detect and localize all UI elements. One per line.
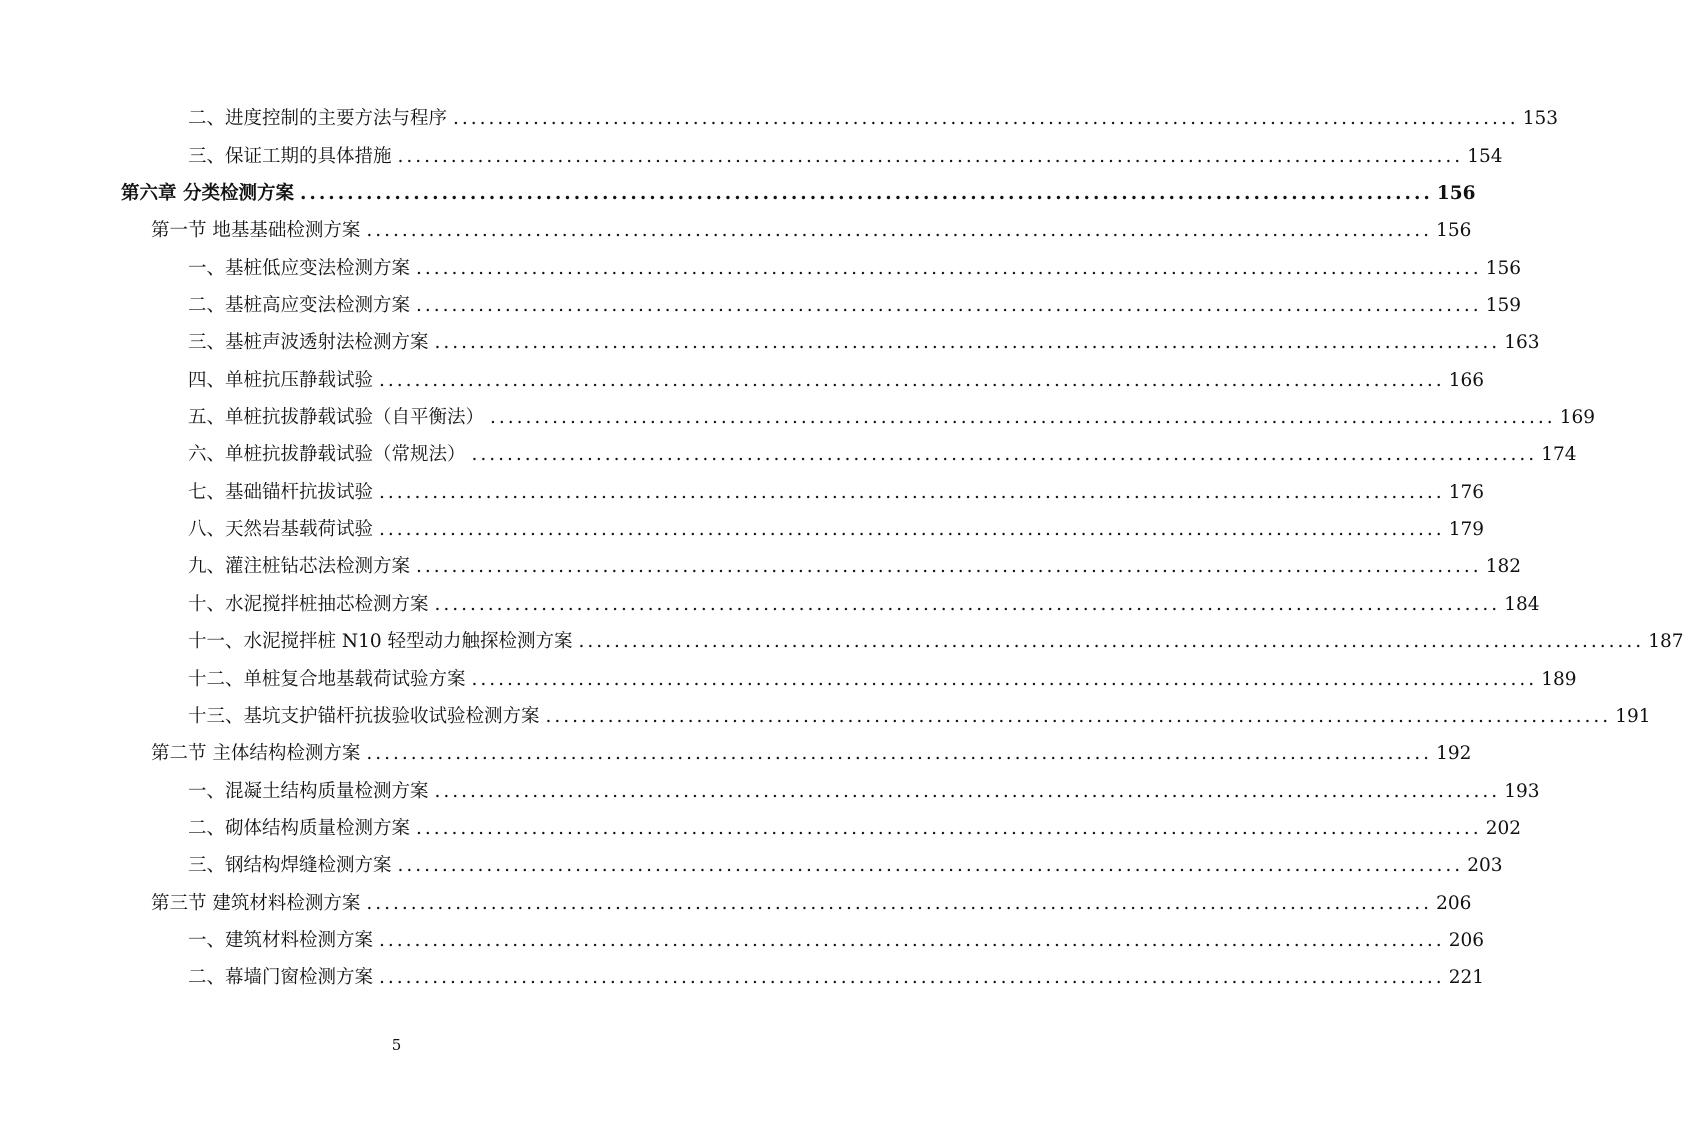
toc-entry-label: 七、基础锚杆抗拔试验 xyxy=(188,481,374,503)
toc-entry-page-number: 187 xyxy=(1648,631,1684,653)
toc-entry-label: 五、单桩抗拔静载试验（自平衡法） xyxy=(188,407,485,429)
toc-entry-label: 第二节 主体结构检测方案 xyxy=(151,743,361,765)
dot-leader: ........................................................................................................................ xyxy=(434,780,1501,802)
toc-item-row[interactable] xyxy=(188,811,1522,848)
dot-leader: ........................................................................................................................ xyxy=(379,929,1445,951)
toc-entry-page-number: 221 xyxy=(1448,967,1485,989)
toc-item-row[interactable] xyxy=(188,773,1540,810)
toc-entry-label: 十一、水泥搅拌桩 N10 轻型动力触探检测方案 xyxy=(188,631,573,653)
toc-entry-page-number: 182 xyxy=(1485,556,1522,578)
toc-item-row[interactable] xyxy=(188,138,1503,175)
toc-entry-page-number: 166 xyxy=(1448,369,1485,391)
dot-leader: ........................................................................................................................ xyxy=(366,892,1433,914)
toc-item-row[interactable] xyxy=(188,661,1577,698)
toc-entry-page-number: 153 xyxy=(1522,108,1559,130)
toc-entry-label: 六、单桩抗拔静载试验（常规法） xyxy=(188,444,466,466)
dot-leader: ........................................................................................................................ xyxy=(366,743,1433,765)
toc-entry-label: 三、钢结构焊缝检测方案 xyxy=(188,855,392,877)
dot-leader: ........................................................................................................................ xyxy=(397,145,1464,167)
dot-leader: ........................................................................................................................ xyxy=(299,182,1433,204)
toc-entry-label: 一、混凝土结构质量检测方案 xyxy=(188,780,429,802)
toc-entry-page-number: 184 xyxy=(1504,593,1540,615)
toc-entry-label: 一、建筑材料检测方案 xyxy=(188,929,374,951)
toc-item-row[interactable] xyxy=(188,362,1485,399)
dot-leader: ........................................................................................................................ xyxy=(490,407,1556,429)
toc-item-row[interactable] xyxy=(188,400,1596,437)
dot-leader: ........................................................................................................................ xyxy=(379,519,1445,541)
toc-entry-page-number: 202 xyxy=(1485,817,1522,839)
dot-leader: ........................................................................................................................ xyxy=(434,593,1501,615)
toc-entry-page-number: 156 xyxy=(1436,182,1476,204)
toc-entry-page-number: 192 xyxy=(1436,743,1472,765)
toc-item-row[interactable] xyxy=(188,250,1522,287)
toc-entry-label: 二、砌体结构质量检测方案 xyxy=(188,817,411,839)
toc-entry-label: 三、基桩声波透射法检测方案 xyxy=(188,332,429,354)
toc-entry-page-number: 206 xyxy=(1448,929,1485,951)
dot-leader: ........................................................................................................................ xyxy=(416,257,1482,279)
toc-entry-page-number: 156 xyxy=(1436,220,1472,242)
dot-leader: ........................................................................................................................ xyxy=(416,295,1482,316)
dot-leader: ........................................................................................................................ xyxy=(578,631,1645,653)
toc-entry-page-number: 159 xyxy=(1485,295,1522,316)
toc-entry-page-number: 206 xyxy=(1436,892,1472,914)
toc-entry-label: 四、单桩抗压静载试验 xyxy=(188,369,374,391)
toc-item-row[interactable] xyxy=(188,848,1503,885)
toc-item-row[interactable] xyxy=(188,288,1522,325)
toc-entry-label: 十、水泥搅拌桩抽芯检测方案 xyxy=(188,593,429,615)
toc-entry-page-number: 179 xyxy=(1448,519,1485,541)
toc-entry-label: 二、基桩高应变法检测方案 xyxy=(188,295,411,316)
toc-entry-page-number: 174 xyxy=(1541,444,1577,466)
toc-chapter-row[interactable] xyxy=(121,176,1476,213)
dot-leader: ........................................................................................................................ xyxy=(416,556,1482,578)
toc-entry-label: 十二、单桩复合地基载荷试验方案 xyxy=(188,668,466,690)
dot-leader: ........................................................................................................................ xyxy=(471,668,1538,690)
toc-section-row[interactable] xyxy=(151,736,1472,773)
dot-leader: ........................................................................................................................ xyxy=(471,444,1538,466)
toc-entry-page-number: 154 xyxy=(1467,145,1503,167)
toc-entry-page-number: 169 xyxy=(1559,407,1596,429)
dot-leader: ........................................................................................................................ xyxy=(397,855,1464,877)
dot-leader: ........................................................................................................................ xyxy=(545,705,1612,727)
toc-item-row[interactable] xyxy=(188,475,1485,512)
dot-leader: ........................................................................................................................ xyxy=(434,332,1501,354)
toc-entry-label: 八、天然岩基载荷试验 xyxy=(188,519,374,541)
toc-item-row[interactable] xyxy=(188,960,1485,997)
toc-entry-label: 九、灌注桩钻芯法检测方案 xyxy=(188,556,411,578)
dot-leader: ........................................................................................................................ xyxy=(379,369,1445,391)
toc-item-row[interactable] xyxy=(188,101,1559,138)
dot-leader: ........................................................................................................................ xyxy=(366,220,1433,242)
toc-item-row[interactable] xyxy=(188,325,1540,362)
dot-leader: ........................................................................................................................ xyxy=(453,108,1519,130)
toc-entry-label: 第三节 建筑材料检测方案 xyxy=(151,892,361,914)
toc-entry-label: 三、保证工期的具体措施 xyxy=(188,145,392,167)
toc-item-row[interactable] xyxy=(188,437,1577,474)
toc-item-row[interactable] xyxy=(188,549,1522,586)
dot-leader: ........................................................................................................................ xyxy=(379,481,1445,503)
toc-item-row[interactable] xyxy=(188,624,1684,661)
toc-entry-label: 十三、基坑支护锚杆抗拔验收试验检测方案 xyxy=(188,705,540,727)
toc-section-row[interactable] xyxy=(151,213,1472,250)
toc-entry-page-number: 189 xyxy=(1541,668,1577,690)
toc-item-row[interactable] xyxy=(188,923,1485,960)
toc-item-row[interactable] xyxy=(188,699,1651,736)
toc-entry-page-number: 203 xyxy=(1467,855,1503,877)
toc-section-row[interactable] xyxy=(151,885,1472,922)
dot-leader: ........................................................................................................................ xyxy=(416,817,1482,839)
toc-entry-label: 第一节 地基基础检测方案 xyxy=(151,220,361,242)
toc-item-row[interactable] xyxy=(188,587,1540,624)
toc-entry-page-number: 163 xyxy=(1504,332,1540,354)
toc-entry-page-number: 176 xyxy=(1448,481,1485,503)
toc-entry-page-number: 191 xyxy=(1615,705,1651,727)
toc-entry-label: 二、进度控制的主要方法与程序 xyxy=(188,108,448,130)
footer-page-number: 5 xyxy=(391,1036,402,1054)
toc-entry-page-number: 193 xyxy=(1504,780,1540,802)
toc-item-row[interactable] xyxy=(188,512,1485,549)
toc-entry-label: 第六章 分类检测方案 xyxy=(121,182,294,204)
dot-leader: ........................................................................................................................ xyxy=(379,967,1445,989)
toc-entry-label: 二、幕墙门窗检测方案 xyxy=(188,967,374,989)
toc-entry-label: 一、基桩低应变法检测方案 xyxy=(188,257,411,279)
toc-entry-page-number: 156 xyxy=(1485,257,1522,279)
